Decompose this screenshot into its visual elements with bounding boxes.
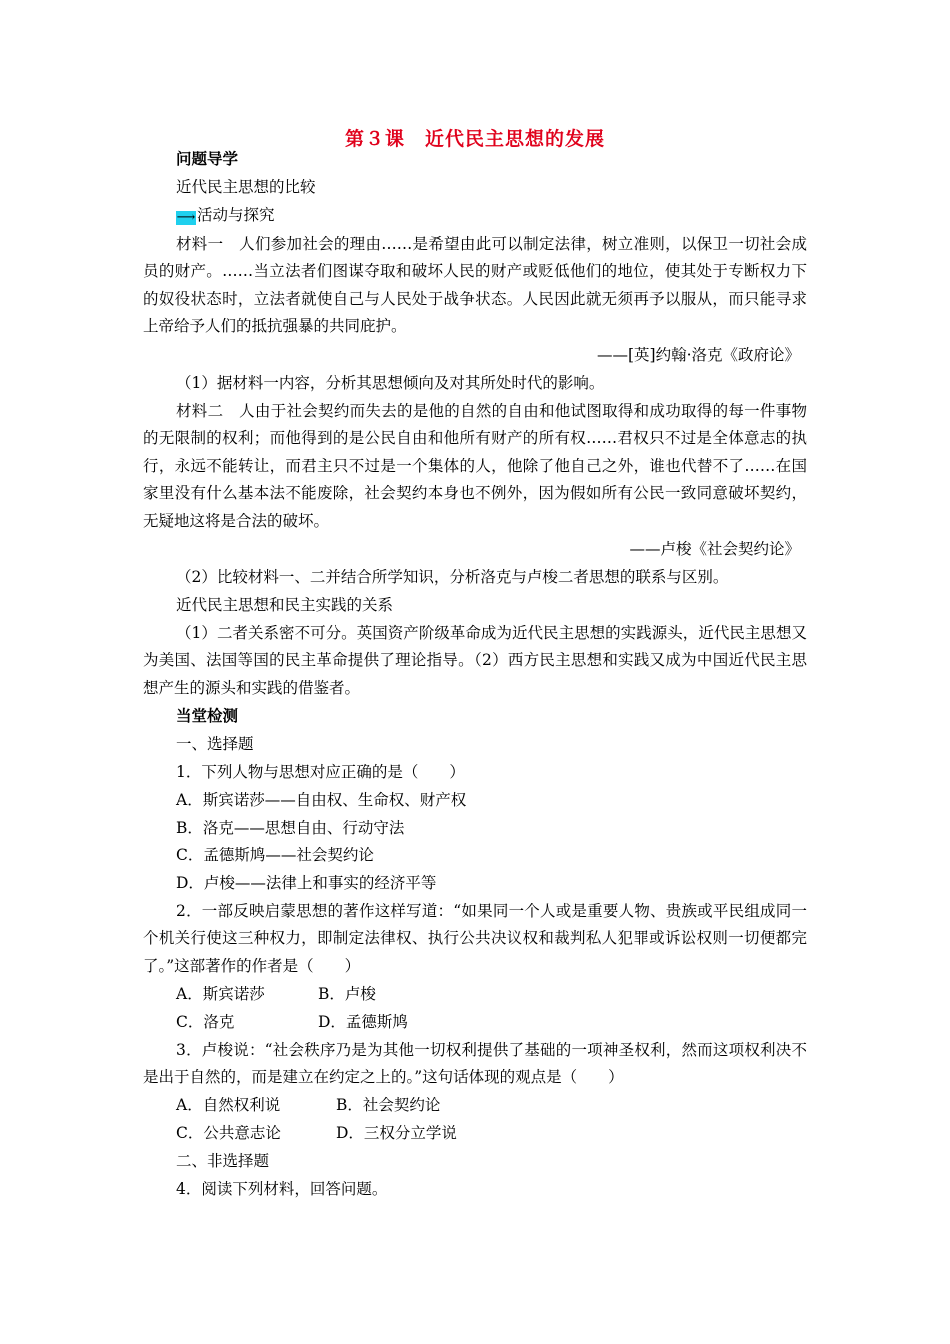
question-3-option-c: C．公共意志论	[176, 1124, 281, 1142]
question-2-option-b: B．卢梭	[318, 985, 376, 1003]
part-one-heading: 一、选择题	[176, 735, 254, 753]
section-guide-heading: 问题导学	[176, 149, 239, 168]
part-two-heading: 二、非选择题	[176, 1152, 270, 1170]
material-one-source: ——[英]约翰·洛克《政府论》	[596, 346, 800, 364]
question-4-stem: 4．阅读下列材料，回答问题。	[176, 1180, 388, 1198]
question-2-stem: 2．一部反映启蒙思想的著作这样写道：“如果同一个人或是重要人物、贵族或平民组成同一个机关行使这三种权力，即制定法律权、执行公共决议权和裁判私人犯罪或诉讼权则一切便都完了。”这部著作的作者是（ ）	[143, 902, 807, 975]
activity-heading	[176, 205, 275, 225]
question-2-option-d: D．孟德斯鸠	[318, 1013, 408, 1031]
question-1-stem: 1．下列人物与思想对应正确的是（ ）	[176, 763, 465, 781]
question-2-option-a: A．斯宾诺莎	[176, 985, 265, 1003]
topic-relation-text: （1）二者关系密不可分。英国资产阶级革命成为近代民主思想的实践源头，近代民主思想又为美国、法国等国的民主革命提供了理论指导。（2）西方民主思想和实践又成为中国近代民主思想产生的源头和实践的借鉴者。	[143, 624, 807, 697]
question-one-prompt: （1）据材料一内容，分析其思想倾向及对其所处时代的影响。	[176, 374, 605, 392]
material-two-text: 材料二 人由于社会契约而失去的是他的自然的自由和他试图取得和成功取得的每一件事物的无限制的权利；而他得到的是公民自由和他所有财产的所有权……君权只不过是全体意志的执行，永远不能转让，而君主只不过是一个集体的人，他除了他自己之外，谁也代替不了……在国家里没有什么基本法不能废除，社会契约本身也不例外，因为假如所有公民一致同意破坏契约，无疑地这将是合法的破坏。	[143, 402, 807, 530]
question-3-option-a: A．自然权利说	[176, 1096, 281, 1114]
section-test-heading: 当堂检测	[176, 706, 239, 725]
material-one-text: 材料一 人们参加社会的理由……是希望由此可以制定法律，树立准则，以保卫一切社会成员的财产。……当立法者们图谋夺取和破坏人民的财产或贬低他们的地位，使其处于专断权力下的奴役状态时，立法者就使自己与人民处于战争状态。人民因此就无须再予以服从，而只能寻求上帝给予人们的抵抗强暴的共同庇护。	[143, 235, 807, 336]
activity-label: 活动与探究	[197, 206, 275, 224]
question-1-option-d: D．卢梭——法律上和事实的经济平等	[176, 874, 437, 892]
question-3-option-b: B．社会契约论	[336, 1096, 441, 1114]
topic-relation-heading: 近代民主思想和民主实践的关系	[176, 596, 394, 614]
question-3-option-d: D．三权分立学说	[336, 1124, 457, 1142]
question-1-option-c: C．孟德斯鸠——社会契约论	[176, 846, 374, 864]
question-3-stem: 3．卢梭说：“社会秩序乃是为其他一切权利提供了基础的一项神圣权利，然而这项权利决不是出于自然的，而是建立在约定之上的。”这句话体现的观点是（ ）	[143, 1041, 807, 1087]
arrow-icon: ⟶	[176, 210, 196, 225]
topic-comparison-heading: 近代民主思想的比较	[176, 178, 316, 196]
question-1-option-a: A．斯宾诺莎——自由权、生命权、财产权	[176, 791, 467, 809]
question-two-prompt: （2）比较材料一、二并结合所学知识，分析洛克与卢梭二者思想的联系与区别。	[176, 568, 729, 586]
page-title: 第３课 近代民主思想的发展	[344, 128, 605, 150]
question-1-option-b: B．洛克——思想自由、行动守法	[176, 819, 405, 837]
material-two-source: ——卢梭《社会契约论》	[629, 540, 800, 558]
question-2-option-c: C．洛克	[176, 1013, 235, 1031]
